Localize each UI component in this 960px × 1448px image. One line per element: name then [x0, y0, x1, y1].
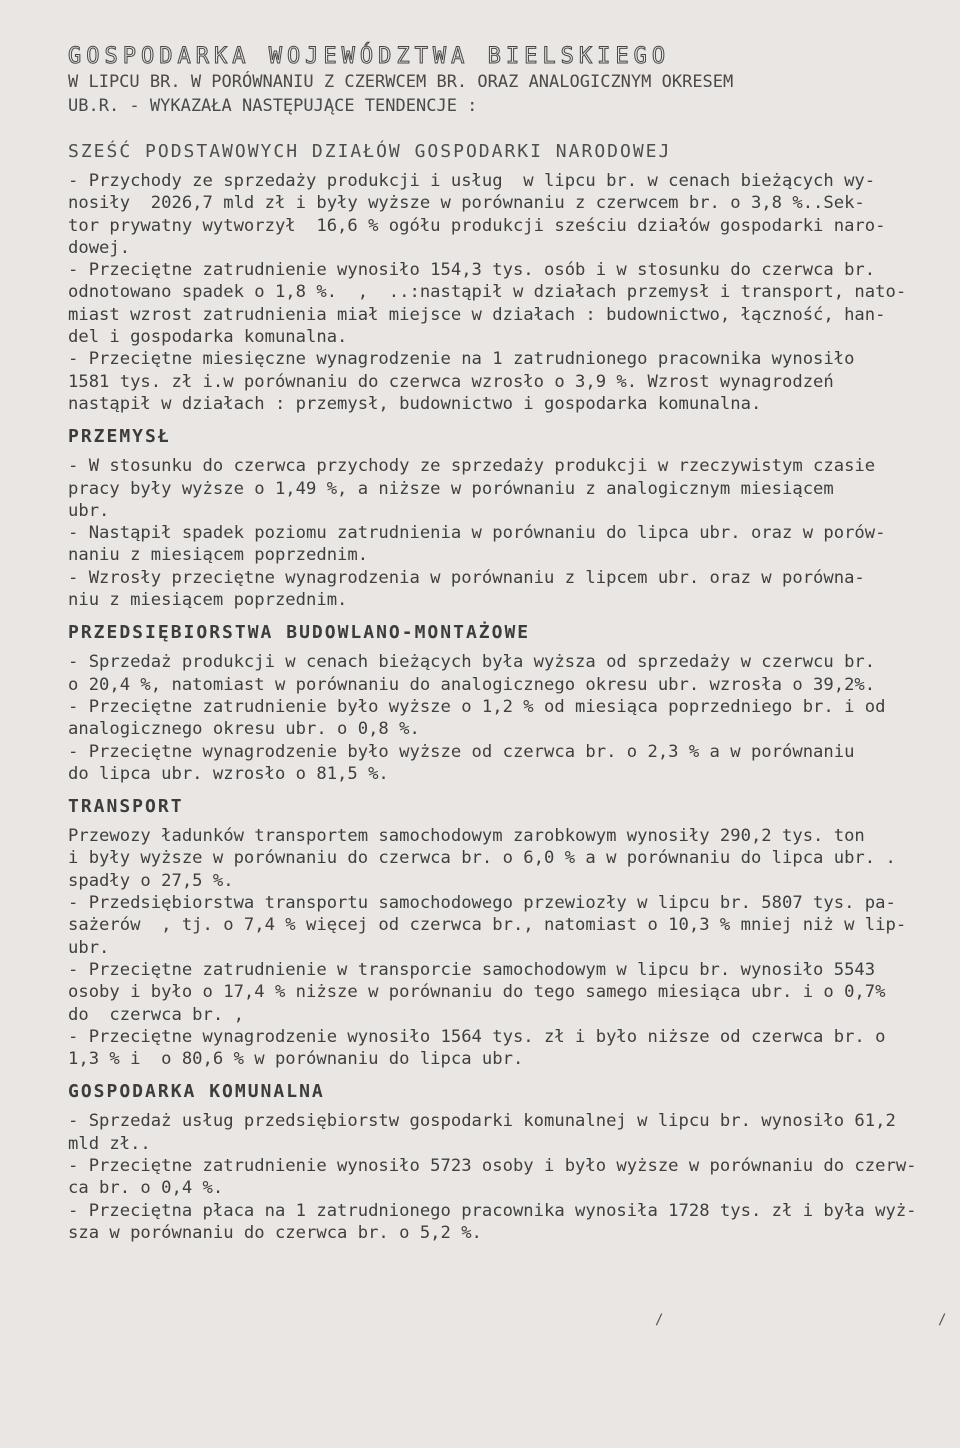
section-title-dzialy: SZEŚĆ PODSTAWOWYCH DZIAŁÓW GOSPODARKI NARODOWEJ — [68, 141, 672, 162]
section-text-transport: Przewozy ładunków transportem samochodowym zarobkowym wynosiły 290,2 tys. ton i były wyższe w porównaniu do czerwca br. o 6,0 % a w porównaniu do lipca ubr. . spadły o 27,5 %. - Przedsiębiorstwa transportu samochodowego przewiozły w lipcu br. 5807 tys. pa- sażerów , tj. o 7,4 % więcej od czerwca br., natomiast o 10,3 % mniej niż w lip- ubr. - Przeciętne zatrudnienie w transporcie samochodowym w lipcu br. wynosiło 5543 osoby i było o 17,4 % niższe w porównaniu do tego samego miesiąca ubr. i o 0,7% do czerwca br. , - Przeciętne wynagrodzenie wynosiło 1564 tys. zł i było niższe od czerwca br. o 1,3 % i o 80,6 % w porównaniu do lipca ubr. — [68, 826, 907, 1070]
section-title-budowlane: PRZEDSIĘBIORSTWA BUDOWLANO-MONTAŻOWE — [68, 622, 531, 644]
document-body — [68, 140, 928, 1244]
section-text-budowlane: - Sprzedaż produkcji w cenach bieżących była wyższa od sprzedaży w czerwcu br. o 20,4 %, natomiast w porównaniu do analogicznego okresu ubr. wzrosła o 39,2%. - Przeciętne zatrudnienie było wyższe o 1,2 % od miesiąca poprzedniego br. i od analogicznego okresu ubr. o 0,8 %. - Przeciętne wynagrodzenie było wyższe od czerwca br. o 2,3 % a w porównaniu do lipca ubr. wzrosło o 81,5 %. — [68, 652, 886, 784]
stray-marks — [0, 1312, 960, 1332]
section-budowlane — [68, 621, 928, 785]
section-przemysl — [68, 425, 928, 611]
document-title: GOSPODARKA WOJEWÓDZTWA BIELSKIEGO — [68, 44, 671, 69]
section-dzialy — [68, 140, 928, 415]
document-header — [68, 44, 948, 118]
header-line-2: W LIPCU BR. W PORÓWNANIU Z CZERWCEM BR. ORAZ ANALOGICZNYM OKRESEM — [68, 72, 734, 92]
section-text-komunalna: - Sprzedaż usług przedsiębiorstw gospodarki komunalnej w lipcu br. wynosiło 61,2 mld zł.. - Przeciętne zatrudnienie wynosiło 5723 osoby i było wyższe w porównaniu do czerw- ca br. o 0,4 %. - Przeciętna płaca na 1 zatrudnionego pracownika wynosiła 1728 tys. zł i była wyż- sza w porównaniu do czerwca br. o 5,2 %. — [68, 1111, 917, 1243]
section-title-komunalna: GOSPODARKA KOMUNALNA — [68, 1081, 325, 1103]
section-text-dzialy: - Przychody ze sprzedaży produkcji i usług w lipcu br. w cenach bieżących wy- nosiły 2026,7 mld zł i były wyższe w porównaniu z czerwcem br. o 3,8 %..Sek- tor prywatny wytworzył 16,6 % ogółu produkcji sześciu działów gospodarki naro- dowej. - Przeciętne zatrudnienie wynosiło 154,3 tys. osób i w stosunku do czerwca br. odnotowano spadek o 1,8 %. , ..:nastąpił w działach przemysł i transport, nato- miast wzrost zatrudnienia miał miejsce w działach : budownictwo, łączność, han- del i gospodarka komunalna. - Przeciętne miesięczne wynagrodzenie na 1 zatrudnionego pracownika wynosiło 1581 tys. zł i.w porównaniu do czerwca wzrosło o 3,9 %. Wzrost wynagrodzeń nastąpił w działach : przemysł, budownictwo i gospodarka komunalna. — [68, 171, 907, 414]
stray-mark-left: / — [655, 1312, 664, 1328]
section-title-transport: TRANSPORT — [68, 796, 184, 818]
section-text-przemysl: - W stosunku do czerwca przychody ze sprzedaży produkcji w rzeczywistym czasie pracy były wyższe o 1,49 %, a niższe w porównaniu z analogicznym miesiącem ubr. - Nastąpił spadek poziomu zatrudnienia w porównaniu do lipca ubr. oraz w porów- naniu z miesiącem poprzednim. - Wzrosły przeciętne wynagrodzenia w porównaniu z lipcem ubr. oraz w porównа- niu z miesiącem poprzednim. — [68, 456, 886, 611]
section-komunalna — [68, 1080, 928, 1244]
section-transport — [68, 795, 928, 1070]
header-line-3: UB.R. - WYKAZAŁA NASTĘPUJĄCE TENDENCJE : — [68, 96, 478, 116]
section-title-przemysl: PRZEMYSŁ — [68, 426, 171, 448]
stray-mark-right: / — [938, 1312, 947, 1328]
